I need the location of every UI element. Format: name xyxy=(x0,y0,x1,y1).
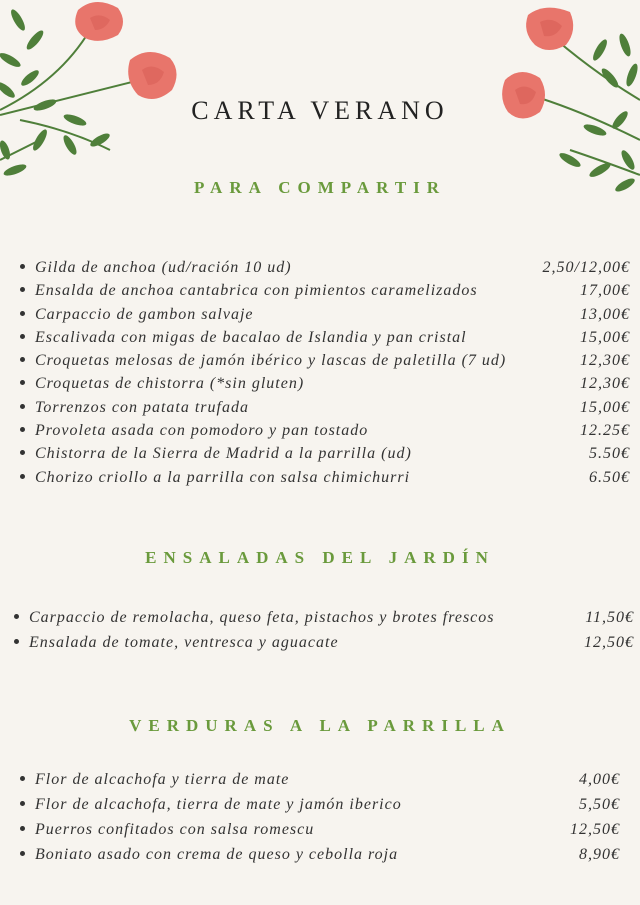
item-name: Chistorra de la Sierra de Madrid a la parrilla (ud) xyxy=(35,445,412,463)
bullet-icon xyxy=(20,404,25,409)
item-name: Flor de alcachofa, tierra de mate y jamón iberico xyxy=(35,796,402,813)
item-price: 17,00€ xyxy=(580,282,630,300)
bullet-icon xyxy=(20,776,25,781)
menu-item xyxy=(14,605,634,630)
item-name: Chorizo criollo a la parrilla con salsa chimichurri xyxy=(35,468,411,486)
item-price: 12,30€ xyxy=(580,352,630,370)
bullet-icon xyxy=(20,311,25,316)
item-name: Croquetas de chistorra (*sin gluten) xyxy=(35,375,305,393)
item-name: Flor de alcachofa y tierra de mate xyxy=(35,771,290,788)
menu-item xyxy=(20,349,630,372)
section-title-ensaladas: ENSALADAS DEL JARDÍN xyxy=(145,548,495,567)
bullet-icon xyxy=(20,287,25,292)
item-name: Croquetas melosas de jamón ibérico y lascas de paletilla (7 ud) xyxy=(35,352,507,370)
bullet-icon xyxy=(20,427,25,432)
item-price: 5.50€ xyxy=(589,445,630,463)
item-name: Torrenzos con patata trufada xyxy=(35,398,249,416)
menu-item xyxy=(20,442,630,465)
bullet-icon xyxy=(20,380,25,385)
menu-item xyxy=(20,326,630,349)
item-name: Puerros confitados con salsa romescu xyxy=(35,821,315,838)
menu-item xyxy=(20,466,630,489)
menu-item xyxy=(20,792,620,817)
item-price: 12,50€ xyxy=(584,634,634,651)
menu-item xyxy=(20,767,620,792)
item-price: 15,00€ xyxy=(580,328,630,346)
item-name: Provoleta asada con pomodoro y pan tostado xyxy=(35,422,369,440)
menu-item xyxy=(20,256,630,279)
menu-item xyxy=(20,396,630,419)
menu-item xyxy=(20,279,630,302)
bullet-icon xyxy=(20,826,25,831)
bullet-icon xyxy=(14,614,19,619)
item-price: 4,00€ xyxy=(579,771,620,788)
item-price: 15,00€ xyxy=(580,398,630,416)
bullet-icon xyxy=(20,801,25,806)
menu-item xyxy=(20,842,620,867)
item-price: 11,50€ xyxy=(585,609,634,626)
item-name: Ensalda de anchoa cantabrica con pimientos caramelizados xyxy=(35,282,478,300)
item-name: Gilda de anchoa (ud/ración 10 ud) xyxy=(35,259,292,276)
item-name: Carpaccio de remolacha, queso feta, pistachos y brotes frescos xyxy=(29,609,495,626)
menu-item xyxy=(20,303,630,326)
menu-item xyxy=(20,817,620,842)
section-title-verduras: VERDURAS A LA PARRILLA xyxy=(129,716,511,735)
item-price: 5,50€ xyxy=(579,796,620,813)
bullet-icon xyxy=(20,851,25,856)
menu-item xyxy=(20,419,630,442)
bullet-icon xyxy=(20,474,25,479)
item-name: Carpaccio de gambon salvaje xyxy=(35,305,254,323)
menu-item xyxy=(20,372,630,395)
item-price: 12,30€ xyxy=(580,375,630,393)
item-name: Escalivada con migas de bacalao de Islandia y pan cristal xyxy=(35,328,467,346)
menu-list-verduras xyxy=(20,767,620,867)
section-title-para-compartir: PARA COMPARTIR xyxy=(193,178,447,197)
item-price: 6.50€ xyxy=(589,468,630,486)
bullet-icon xyxy=(20,264,25,269)
item-name: Ensalada de tomate, ventresca y aguacate xyxy=(29,634,339,651)
item-price: 13,00€ xyxy=(580,305,630,323)
bullet-icon xyxy=(14,639,19,644)
bullet-icon xyxy=(20,357,25,362)
bullet-icon xyxy=(20,334,25,339)
bullet-icon xyxy=(20,450,25,455)
menu-item xyxy=(14,630,634,655)
menu-list-para-compartir xyxy=(20,256,630,489)
menu-list-ensaladas xyxy=(14,605,634,655)
item-price: 12,50€ xyxy=(570,821,620,838)
item-price: 2,50/12,00€ xyxy=(542,259,630,276)
page-title: CARTA VERANO xyxy=(191,96,449,125)
item-price: 8,90€ xyxy=(579,846,620,863)
item-price: 12.25€ xyxy=(580,422,630,440)
item-name: Boniato asado con crema de queso y cebolla roja xyxy=(35,846,399,863)
